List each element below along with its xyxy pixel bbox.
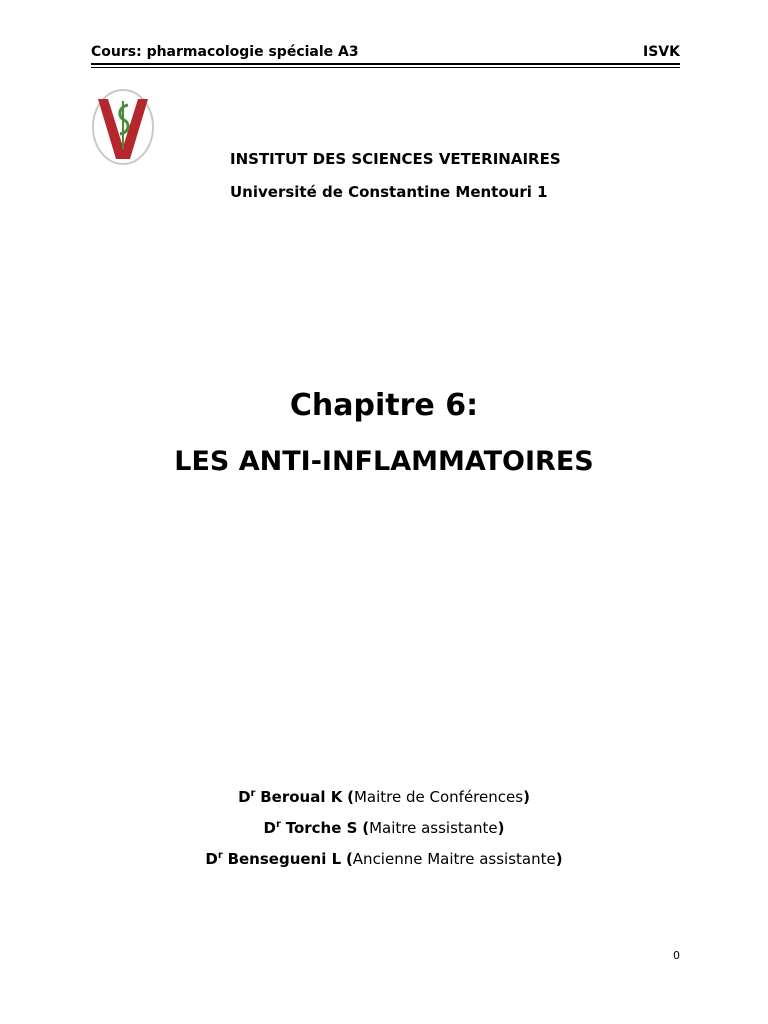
university-name: Université de Constantine Mentouri 1 xyxy=(230,183,548,201)
author-line: $D^r$ Beroual K (Maitre de Conférences) xyxy=(238,788,530,806)
author-line: $D^r$ Torche S (Maitre assistante) xyxy=(263,819,505,837)
page-number: 0 xyxy=(673,949,680,962)
chapter-number: Chapitre 6: xyxy=(289,388,479,423)
running-header xyxy=(91,44,680,60)
isvk-logo-icon xyxy=(90,87,156,167)
author-line: $D^r$ Bensegueni L (Ancienne Maitre assistante) xyxy=(205,850,563,868)
institute-name: INSTITUT DES SCIENCES VETERINAIRES xyxy=(230,150,561,168)
institution-code: ISVK xyxy=(643,44,680,60)
header-rule-thin xyxy=(91,67,680,68)
course-title: Cours: pharmacologie spéciale A3 xyxy=(91,44,359,60)
chapter-title: LES ANTI-INFLAMMATOIRES xyxy=(174,446,594,477)
header-rule-thick xyxy=(91,63,680,65)
